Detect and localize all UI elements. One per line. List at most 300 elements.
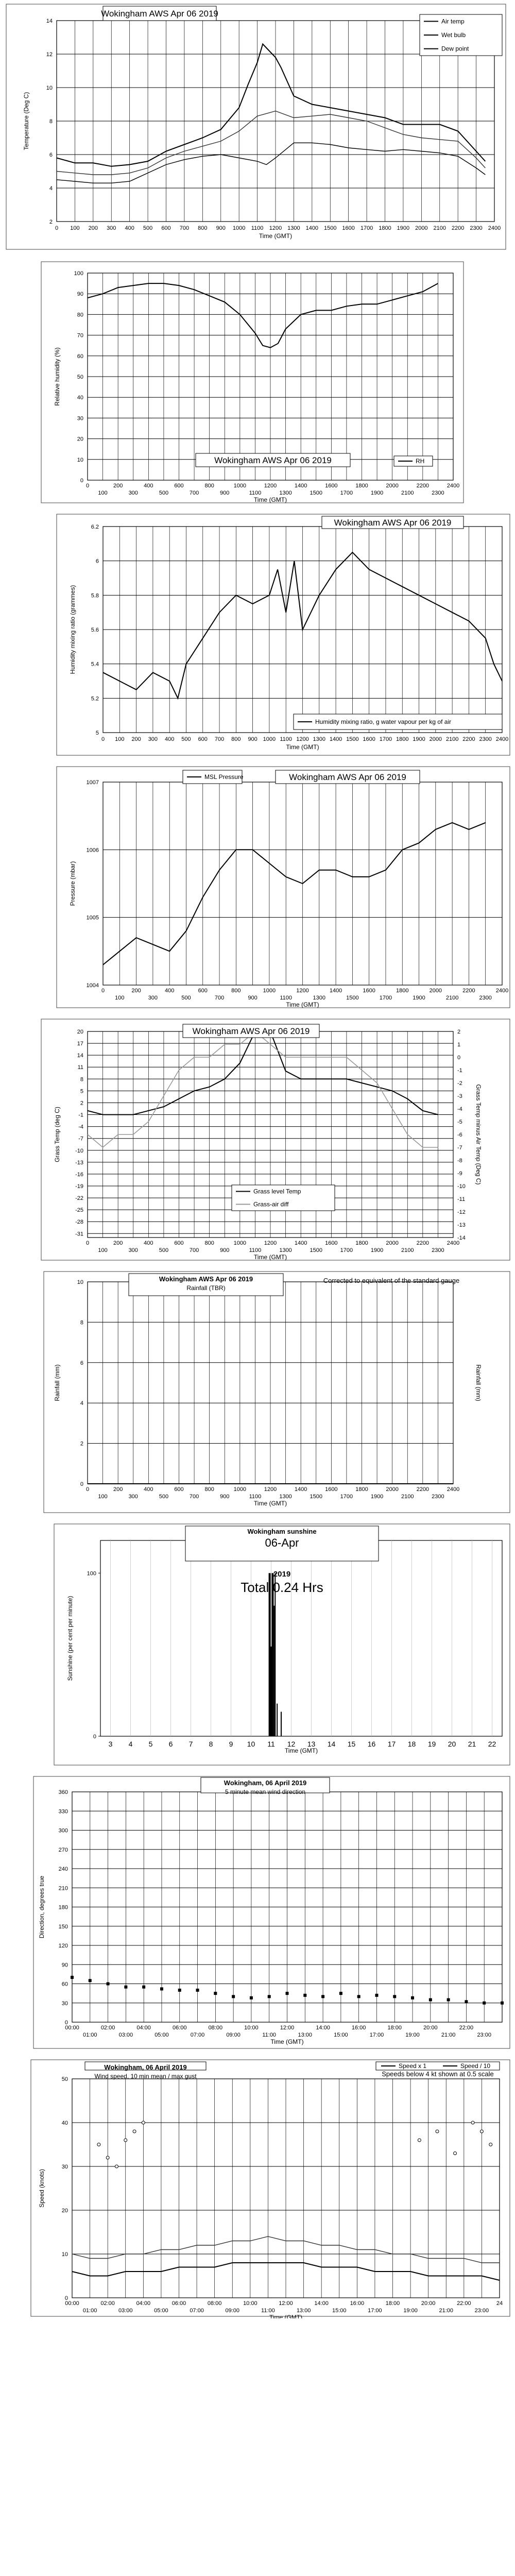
chart-0-y-axis-label: Temperature (Deg C) bbox=[23, 92, 30, 150]
chart-8-gust-point bbox=[489, 2143, 492, 2146]
chart-7-x-tick-label-bottom: 13:00 bbox=[298, 2032, 313, 2038]
chart-5-y-tick-label: 4 bbox=[80, 1400, 83, 1407]
chart-2-x-tick-label: 2300 bbox=[479, 736, 492, 742]
chart-5-y-axis-label: Rainfall (mm) bbox=[54, 1364, 61, 1401]
chart-4-legend-label: Grass level Temp bbox=[253, 1188, 301, 1195]
humidity-chart bbox=[0, 258, 515, 505]
chart-1-y-tick-label: 80 bbox=[77, 312, 83, 318]
chart-4-x-tick-label-top: 200 bbox=[113, 1240, 123, 1246]
chart-3-x-tick-label-top: 800 bbox=[231, 988, 241, 994]
chart-1-x-tick-label-bottom: 2100 bbox=[401, 490, 414, 496]
chart-3-x-tick-label-top: 2400 bbox=[495, 988, 509, 994]
chart-1-y-tick-label: 0 bbox=[80, 478, 83, 484]
chart-7-point bbox=[375, 1994, 378, 1997]
chart-8-y-tick-label: 50 bbox=[61, 2076, 68, 2082]
chart-7-point bbox=[321, 1995, 324, 1998]
chart-7-x-tick-label-bottom: 23:00 bbox=[477, 2032, 491, 2038]
chart-2-x-tick-label: 2200 bbox=[462, 736, 475, 742]
chart-2-x-tick-label: 2400 bbox=[495, 736, 509, 742]
chart-6-y-tick-label: 0 bbox=[93, 1734, 96, 1740]
chart-4-legend-label: Grass-air diff bbox=[253, 1200, 289, 1208]
chart-4-y2-tick-label: -9 bbox=[457, 1171, 462, 1177]
chart-4-x-tick-label-bottom: 700 bbox=[189, 1247, 199, 1253]
chart-0-x-tick-label: 1900 bbox=[397, 225, 410, 231]
chart-0-x-tick-label: 1600 bbox=[342, 225, 355, 231]
chart-8-x-tick-label-top: 06:00 bbox=[171, 2300, 186, 2307]
chart-8-legend-label: Speed / 10 bbox=[460, 2062, 491, 2070]
chart-4-y2-tick-label: 0 bbox=[457, 1055, 461, 1061]
chart-7-y-tick-label: 300 bbox=[58, 1827, 68, 1834]
chart-2-x-tick-label: 2100 bbox=[445, 736, 459, 742]
grass-temp-chart-svg bbox=[0, 1015, 515, 1262]
chart-8-x-tick-label-bottom: 01:00 bbox=[82, 2308, 97, 2314]
chart-1-y-tick-label: 90 bbox=[77, 291, 83, 298]
chart-4-x-axis-label: Time (GMT) bbox=[253, 1253, 287, 1261]
chart-0-x-tick-label: 2200 bbox=[451, 225, 465, 231]
chart-7-y-tick-label: 180 bbox=[58, 1904, 68, 1911]
chart-4-y2-tick-label: -13 bbox=[457, 1222, 466, 1228]
chart-7-point bbox=[71, 1976, 74, 1979]
chart-2-x-tick-label: 0 bbox=[101, 736, 105, 742]
chart-8-x-tick-label-top: 22:00 bbox=[457, 2300, 471, 2307]
chart-6-x-tick-label: 5 bbox=[148, 1740, 153, 1748]
chart-0-legend-label: Dew point bbox=[441, 45, 469, 53]
chart-8-gust-point bbox=[480, 2130, 483, 2133]
chart-4-x-tick-label-top: 400 bbox=[144, 1240, 153, 1246]
chart-3-x-tick-label-bottom: 1100 bbox=[280, 995, 293, 1001]
chart-7-x-tick-label-top: 20:00 bbox=[423, 2025, 438, 2031]
chart-4-title: Wokingham AWS Apr 06 2019 bbox=[192, 1026, 310, 1036]
chart-2-x-tick-label: 600 bbox=[198, 736, 208, 742]
chart-8-subtitle: Wind speed, 10 min mean / max gust bbox=[94, 2073, 197, 2080]
chart-3-x-tick-label-bottom: 500 bbox=[181, 995, 191, 1001]
chart-2-y-tick-label: 5.6 bbox=[91, 627, 99, 633]
chart-7-y-axis-label: Direction, degrees true bbox=[38, 1875, 45, 1939]
chart-3-x-tick-label-top: 0 bbox=[101, 988, 105, 994]
chart-3-legend-label: MSL Pressure bbox=[204, 773, 244, 781]
chart-6-x-tick-label: 19 bbox=[427, 1740, 436, 1748]
chart-7-point bbox=[357, 1995, 360, 1998]
chart-8-x-axis-label: Time (GMT) bbox=[269, 2314, 303, 2318]
chart-8-x-tick-label-bottom: 21:00 bbox=[439, 2308, 454, 2314]
chart-2-y-tick-label: 6 bbox=[95, 558, 99, 565]
chart-7-point bbox=[250, 1996, 253, 1999]
chart-6-x-tick-label: 12 bbox=[287, 1740, 296, 1748]
chart-0-legend-label: Wet bulb bbox=[441, 31, 466, 39]
chart-6-x-tick-label: 9 bbox=[229, 1740, 233, 1748]
chart-2-y-tick-label: 5.2 bbox=[91, 696, 99, 702]
chart-8-gust-point bbox=[97, 2143, 100, 2146]
chart-4-y-tick-label: -31 bbox=[75, 1231, 83, 1238]
chart-8-gust-point bbox=[436, 2130, 439, 2133]
chart-0-x-tick-label: 1300 bbox=[287, 225, 300, 231]
chart-3-x-tick-label-bottom: 1500 bbox=[346, 995, 359, 1001]
chart-7-x-tick-label-top: 06:00 bbox=[172, 2025, 187, 2031]
chart-5-x-tick-label-top: 400 bbox=[144, 1486, 153, 1493]
chart-5-x-tick-label-top: 0 bbox=[85, 1486, 90, 1493]
chart-8-x-tick-label-top: 04:00 bbox=[136, 2300, 151, 2307]
chart-8-x-tick-label-top: 16:00 bbox=[350, 2300, 365, 2307]
chart-1-x-axis-label: Time (GMT) bbox=[253, 496, 287, 503]
wind-speed-chart bbox=[0, 2056, 515, 2318]
chart-3-y-tick-label: 1007 bbox=[86, 779, 99, 786]
chart-8-x-tick-label-top: 08:00 bbox=[207, 2300, 222, 2307]
chart-4-x-tick-label-top: 1000 bbox=[233, 1240, 247, 1246]
chart-8-y-tick-label: 0 bbox=[64, 2295, 68, 2301]
chart-6-x-tick-label: 20 bbox=[448, 1740, 456, 1748]
chart-1-x-tick-label-top: 2000 bbox=[386, 483, 399, 489]
chart-8-gust-point bbox=[454, 2152, 457, 2155]
chart-4-y-tick-label: -7 bbox=[78, 1136, 83, 1142]
chart-2-x-tick-label: 1500 bbox=[346, 736, 359, 742]
chart-4-y-tick-label: -1 bbox=[78, 1112, 83, 1118]
chart-4-x-tick-label-top: 800 bbox=[204, 1240, 214, 1246]
chart-5-x-tick-label-bottom: 500 bbox=[159, 1494, 169, 1500]
chart-4-x-tick-label-bottom: 2100 bbox=[401, 1247, 414, 1253]
chart-1-x-tick-label-top: 1800 bbox=[355, 483, 368, 489]
chart-8-x-tick-label-bottom: 17:00 bbox=[368, 2308, 382, 2314]
chart-7-y-tick-label: 330 bbox=[58, 1808, 68, 1815]
chart-5-y-tick-label: 6 bbox=[80, 1360, 83, 1366]
temperature-chart-svg bbox=[0, 0, 515, 252]
chart-8-gust-point bbox=[124, 2139, 127, 2142]
chart-6-x-tick-label: 22 bbox=[488, 1740, 496, 1748]
chart-3-x-tick-label-top: 200 bbox=[131, 988, 141, 994]
chart-4-y2-tick-label: -5 bbox=[457, 1119, 462, 1125]
chart-6-x-tick-label: 10 bbox=[247, 1740, 255, 1748]
wind-direction-chart bbox=[0, 1772, 515, 2050]
chart-5-y-tick-label: 2 bbox=[80, 1440, 83, 1447]
chart-7-x-tick-label-bottom: 19:00 bbox=[405, 2032, 420, 2038]
chart-5-x-tick-label-top: 1400 bbox=[294, 1486, 307, 1493]
chart-4-y2-tick-label: -14 bbox=[457, 1235, 466, 1241]
chart-1-x-tick-label-top: 0 bbox=[85, 483, 90, 489]
chart-4-y2-tick-label: -4 bbox=[457, 1106, 462, 1112]
chart-8-x-tick-label-top: 02:00 bbox=[100, 2300, 115, 2307]
chart-8-y-tick-label: 20 bbox=[61, 2208, 68, 2214]
chart-7-y-tick-label: 360 bbox=[58, 1789, 68, 1795]
chart-4-x-tick-label-top: 1600 bbox=[325, 1240, 338, 1246]
chart-7-y-tick-label: 0 bbox=[64, 2020, 68, 2026]
chart-1-x-tick-label-top: 2400 bbox=[447, 483, 460, 489]
pressure-chart bbox=[0, 762, 515, 1010]
chart-1-x-tick-label-top: 1200 bbox=[264, 483, 277, 489]
chart-8-x-tick-label-top: 10:00 bbox=[243, 2300, 258, 2307]
chart-3-x-tick-label-top: 1400 bbox=[329, 988, 342, 994]
chart-0-x-tick-label: 800 bbox=[198, 225, 208, 231]
chart-7-point bbox=[339, 1992, 342, 1995]
chart-1-x-tick-label-bottom: 1100 bbox=[249, 490, 262, 496]
chart-1-x-tick-label-top: 600 bbox=[174, 483, 184, 489]
chart-2-y-tick-label: 5.4 bbox=[91, 661, 99, 668]
rainfall-chart-svg bbox=[0, 1267, 515, 1515]
chart-8-x-tick-label-bottom: 15:00 bbox=[332, 2308, 347, 2314]
chart-6-x-tick-label: 21 bbox=[468, 1740, 476, 1748]
chart-5-x-tick-label-top: 800 bbox=[204, 1486, 214, 1493]
chart-0-x-tick-label: 1100 bbox=[251, 225, 264, 231]
wind-speed-chart-svg bbox=[0, 2056, 515, 2318]
chart-4-x-tick-label-bottom: 1100 bbox=[249, 1247, 262, 1253]
chart-3-x-tick-label-top: 400 bbox=[164, 988, 175, 994]
chart-7-point bbox=[107, 1982, 110, 1986]
chart-1-x-tick-label-top: 1600 bbox=[325, 483, 338, 489]
chart-7-point bbox=[178, 1989, 181, 1992]
chart-4-x-tick-label-bottom: 1900 bbox=[370, 1247, 384, 1253]
chart-4-y-tick-label: -16 bbox=[75, 1171, 83, 1178]
chart-7-point bbox=[268, 1995, 271, 1998]
chart-8-x-tick-label-top: 14:00 bbox=[314, 2300, 329, 2307]
chart-1-x-tick-label-bottom: 900 bbox=[220, 490, 230, 496]
chart-6-y-axis-label: Sunshine (per cent per minute) bbox=[66, 1596, 74, 1681]
chart-8-x-tick-label-top: 20:00 bbox=[421, 2300, 436, 2307]
chart-7-y-tick-label: 30 bbox=[61, 2000, 68, 2007]
chart-4-x-tick-label-bottom: 100 bbox=[98, 1247, 108, 1253]
rainfall-chart bbox=[0, 1267, 515, 1515]
chart-1-y-tick-label: 60 bbox=[77, 353, 83, 360]
chart-0-legend-label: Air temp bbox=[441, 18, 465, 25]
chart-6-title: Wokingham sunshine bbox=[247, 1528, 317, 1535]
chart-7-point bbox=[214, 1992, 217, 1995]
chart-7-x-tick-label-top: 18:00 bbox=[387, 2025, 402, 2031]
chart-7-point bbox=[447, 1998, 450, 2002]
chart-8-y-tick-label: 10 bbox=[61, 2251, 68, 2258]
chart-4-y-tick-label: 8 bbox=[80, 1076, 83, 1083]
chart-1-y-tick-label: 30 bbox=[77, 415, 83, 422]
chart-8-y-tick-label: 40 bbox=[61, 2120, 68, 2126]
chart-4-y-tick-label: -13 bbox=[75, 1159, 83, 1166]
chart-0-x-tick-label: 100 bbox=[70, 225, 80, 231]
chart-4-x-tick-label-bottom: 2300 bbox=[432, 1247, 444, 1253]
chart-2-x-tick-label: 1000 bbox=[263, 736, 276, 742]
chart-4-y2-axis-label: Grass Temp minus Air Temp (Deg C) bbox=[475, 1084, 482, 1185]
chart-2-y-tick-label: 6.2 bbox=[91, 524, 99, 530]
chart-2-x-tick-label: 1900 bbox=[413, 736, 425, 742]
chart-1-x-tick-label-bottom: 1700 bbox=[340, 490, 353, 496]
chart-4-y2-tick-label: 2 bbox=[457, 1029, 461, 1035]
chart-5-x-tick-label-top: 1800 bbox=[355, 1486, 368, 1493]
chart-6-year: 2019 bbox=[273, 1570, 291, 1579]
chart-0-x-tick-label: 1200 bbox=[269, 225, 282, 231]
chart-7-point bbox=[303, 1994, 306, 1997]
chart-6-x-tick-label: 17 bbox=[387, 1740, 396, 1748]
chart-2-x-tick-label: 1400 bbox=[329, 736, 342, 742]
chart-8-gust-point bbox=[418, 2139, 421, 2142]
chart-0-y-tick-label: 12 bbox=[46, 52, 53, 58]
chart-2-x-tick-label: 2000 bbox=[429, 736, 442, 742]
chart-3-x-tick-label-bottom: 1700 bbox=[379, 995, 392, 1001]
chart-8-y-axis-label: Speed (knots) bbox=[38, 2169, 45, 2208]
chart-2-x-tick-label: 400 bbox=[164, 736, 175, 742]
chart-6-x-tick-label: 3 bbox=[108, 1740, 113, 1748]
chart-5-x-tick-label-bottom: 2100 bbox=[401, 1494, 414, 1500]
chart-5-x-tick-label-top: 1000 bbox=[233, 1486, 247, 1493]
chart-0-x-tick-label: 400 bbox=[125, 225, 134, 231]
chart-0-x-tick-label: 700 bbox=[179, 225, 190, 231]
chart-4-y2-tick-label: 1 bbox=[457, 1042, 461, 1048]
chart-4-y2-tick-label: -3 bbox=[457, 1093, 462, 1099]
chart-6-x-tick-label: 11 bbox=[267, 1740, 275, 1748]
sunshine-chart-svg bbox=[0, 1520, 515, 1767]
chart-7-x-tick-label-top: 04:00 bbox=[136, 2025, 151, 2031]
chart-8-x-tick-label-bottom: 19:00 bbox=[403, 2308, 418, 2314]
chart-7-x-tick-label-bottom: 03:00 bbox=[118, 2032, 133, 2038]
chart-8-legend-label: Speed x 1 bbox=[399, 2062, 427, 2070]
chart-1-title: Wokingham AWS Apr 06 2019 bbox=[214, 455, 332, 465]
chart-3-x-tick-label-top: 1200 bbox=[296, 988, 309, 994]
chart-0-x-tick-label: 300 bbox=[107, 225, 116, 231]
chart-7-point bbox=[196, 1989, 199, 1992]
chart-4-x-tick-label-bottom: 500 bbox=[159, 1247, 169, 1253]
chart-7-point bbox=[89, 1979, 92, 1982]
chart-7-x-tick-label-top: 10:00 bbox=[244, 2025, 259, 2031]
chart-4-x-tick-label-top: 1400 bbox=[294, 1240, 307, 1246]
chart-7-point bbox=[465, 2000, 468, 2003]
chart-4-x-tick-label-top: 1800 bbox=[355, 1240, 368, 1246]
chart-4-y-tick-label: -28 bbox=[75, 1219, 83, 1226]
chart-8-gust-point bbox=[471, 2121, 474, 2124]
chart-4-y-tick-label: -10 bbox=[75, 1147, 83, 1154]
chart-0-y-tick-label: 10 bbox=[46, 85, 53, 91]
chart-4-x-tick-label-bottom: 300 bbox=[128, 1247, 138, 1253]
chart-1-x-tick-label-bottom: 1900 bbox=[370, 490, 384, 496]
chart-5-x-tick-label-bottom: 1900 bbox=[370, 1494, 384, 1500]
chart-1-y-tick-label: 20 bbox=[77, 436, 83, 443]
chart-5-x-tick-label-top: 2400 bbox=[447, 1486, 460, 1493]
chart-6-total: Total 0.24 Hrs bbox=[241, 1580, 323, 1595]
chart-7-point bbox=[124, 1986, 127, 1989]
chart-8-x-tick-label-bottom: 05:00 bbox=[154, 2308, 168, 2314]
chart-0-x-axis-label: Time (GMT) bbox=[259, 232, 293, 240]
chart-7-title: Wokingham, 06 April 2019 bbox=[224, 1779, 307, 1787]
chart-4-x-tick-label-top: 2400 bbox=[447, 1240, 460, 1246]
chart-2-x-tick-label: 700 bbox=[214, 736, 225, 742]
chart-6-x-tick-label: 16 bbox=[367, 1740, 376, 1748]
chart-0-x-tick-label: 1000 bbox=[232, 225, 246, 231]
chart-3-x-tick-label-bottom: 2300 bbox=[479, 995, 492, 1001]
chart-4-x-tick-label-top: 2000 bbox=[386, 1240, 399, 1246]
chart-0-x-tick-label: 2400 bbox=[488, 225, 501, 231]
chart-5-subtitle: Rainfall (TBR) bbox=[186, 1284, 226, 1292]
sunshine-chart bbox=[0, 1520, 515, 1767]
chart-3-x-tick-label-top: 2000 bbox=[429, 988, 442, 994]
chart-4-x-tick-label-top: 600 bbox=[174, 1240, 184, 1246]
chart-3-x-axis-label: Time (GMT) bbox=[286, 1001, 319, 1008]
chart-4-y2-tick-label: -12 bbox=[457, 1209, 466, 1215]
chart-4-y-tick-label: 11 bbox=[77, 1064, 83, 1071]
chart-1-legend-label: RH bbox=[416, 457, 425, 465]
chart-0-x-tick-label: 1400 bbox=[305, 225, 319, 231]
chart-0-y-tick-label: 4 bbox=[49, 185, 53, 192]
chart-7-x-tick-label-top: 02:00 bbox=[100, 2025, 115, 2031]
chart-3-x-tick-label-top: 600 bbox=[198, 988, 208, 994]
chart-5-x-tick-label-top: 200 bbox=[113, 1486, 123, 1493]
chart-7-x-tick-label-bottom: 15:00 bbox=[334, 2032, 348, 2038]
chart-1-x-tick-label-top: 1000 bbox=[233, 483, 247, 489]
chart-8-x-tick-label-bottom: 07:00 bbox=[190, 2308, 204, 2314]
chart-8-note: Speeds below 4 kt shown at 0.5 scale bbox=[382, 2070, 494, 2078]
chart-3-y-tick-label: 1006 bbox=[86, 847, 99, 854]
chart-8-y-tick-label: 30 bbox=[61, 2164, 68, 2170]
chart-0-y-tick-label: 2 bbox=[49, 219, 53, 225]
grass-temp-chart bbox=[0, 1015, 515, 1262]
chart-0-x-tick-label: 1800 bbox=[379, 225, 391, 231]
chart-8-gust-point bbox=[115, 2165, 118, 2168]
chart-5-x-tick-label-bottom: 2300 bbox=[432, 1494, 444, 1500]
chart-2-y-axis-label: Humidity mixing ratio (grammes) bbox=[69, 585, 76, 674]
chart-5-x-tick-label-top: 1600 bbox=[325, 1486, 338, 1493]
chart-8-title: Wokingham, 06 April 2019 bbox=[104, 2063, 187, 2071]
chart-4-y-tick-label: 5 bbox=[80, 1088, 83, 1095]
chart-0-x-tick-label: 900 bbox=[216, 225, 226, 231]
chart-2-x-tick-label: 200 bbox=[131, 736, 141, 742]
chart-4-x-tick-label-top: 2200 bbox=[416, 1240, 430, 1246]
chart-2-x-tick-label: 1700 bbox=[379, 736, 392, 742]
chart-6-date: 06-Apr bbox=[265, 1536, 299, 1549]
chart-7-x-tick-label-bottom: 11:00 bbox=[262, 2032, 277, 2038]
chart-1-y-tick-label: 70 bbox=[77, 332, 83, 339]
chart-7-y-tick-label: 120 bbox=[58, 1943, 68, 1949]
chart-7-point bbox=[286, 1992, 289, 1995]
chart-5-title: Wokingham AWS Apr 06 2019 bbox=[159, 1275, 253, 1283]
chart-5-x-tick-label-bottom: 1300 bbox=[279, 1494, 292, 1500]
chart-4-x-tick-label-top: 0 bbox=[85, 1240, 90, 1246]
chart-7-x-tick-label-top: 16:00 bbox=[351, 2025, 366, 2031]
chart-5-y-tick-label: 8 bbox=[80, 1319, 83, 1326]
chart-8-x-tick-label-top: 12:00 bbox=[279, 2300, 293, 2307]
chart-1-x-tick-label-top: 800 bbox=[204, 483, 214, 489]
chart-7-point bbox=[501, 2002, 504, 2005]
chart-5-note: Corrected to equivalent of the standard gauge bbox=[323, 1277, 460, 1284]
chart-7-y-tick-label: 60 bbox=[61, 1981, 68, 1988]
chart-7-x-tick-label-bottom: 07:00 bbox=[190, 2032, 205, 2038]
chart-2-x-tick-label: 500 bbox=[181, 736, 191, 742]
chart-3-y-tick-label: 1005 bbox=[86, 914, 99, 921]
chart-2-x-tick-label: 900 bbox=[248, 736, 258, 742]
chart-7-x-tick-label-top: 12:00 bbox=[280, 2025, 295, 2031]
chart-2-title: Wokingham AWS Apr 06 2019 bbox=[334, 518, 452, 528]
chart-7-y-tick-label: 240 bbox=[58, 1866, 68, 1872]
chart-1-x-tick-label-bottom: 2300 bbox=[432, 490, 444, 496]
chart-3-y-axis-label: Pressure (mbar) bbox=[69, 861, 76, 906]
chart-2-x-tick-label: 800 bbox=[231, 736, 241, 742]
chart-7-point bbox=[142, 1986, 145, 1989]
chart-1-x-tick-label-top: 1400 bbox=[294, 483, 307, 489]
chart-7-x-tick-label-bottom: 01:00 bbox=[83, 2032, 97, 2038]
chart-4-y-tick-label: 20 bbox=[77, 1029, 83, 1035]
chart-8-gust-point bbox=[142, 2121, 145, 2124]
chart-5-x-tick-label-bottom: 100 bbox=[98, 1494, 108, 1500]
chart-2-x-tick-label: 1200 bbox=[296, 736, 309, 742]
chart-2-y-tick-label: 5 bbox=[95, 730, 99, 736]
temperature-chart bbox=[0, 0, 515, 252]
chart-2-x-tick-label: 1100 bbox=[280, 736, 293, 742]
chart-3-x-tick-label-bottom: 2100 bbox=[445, 995, 459, 1001]
chart-6-x-tick-label: 14 bbox=[327, 1740, 336, 1748]
chart-0-y-tick-label: 14 bbox=[46, 18, 53, 24]
chart-3-x-tick-label-bottom: 100 bbox=[115, 995, 125, 1001]
chart-4-y-tick-label: 2 bbox=[80, 1100, 83, 1107]
chart-4-x-tick-label-bottom: 1300 bbox=[279, 1247, 292, 1253]
chart-3-y-tick-label: 1004 bbox=[86, 982, 99, 989]
chart-6-y-tick-label: 100 bbox=[87, 1570, 96, 1577]
chart-7-x-tick-label-top: 00:00 bbox=[65, 2025, 79, 2031]
chart-0-x-tick-label: 500 bbox=[143, 225, 153, 231]
chart-1-x-tick-label-top: 2200 bbox=[416, 483, 430, 489]
chart-5-y-tick-label: 0 bbox=[80, 1481, 83, 1487]
chart-7-point bbox=[393, 1995, 396, 1998]
chart-8-x-tick-label-bottom: 13:00 bbox=[296, 2308, 311, 2314]
chart-3-x-tick-label-top: 1600 bbox=[363, 988, 375, 994]
